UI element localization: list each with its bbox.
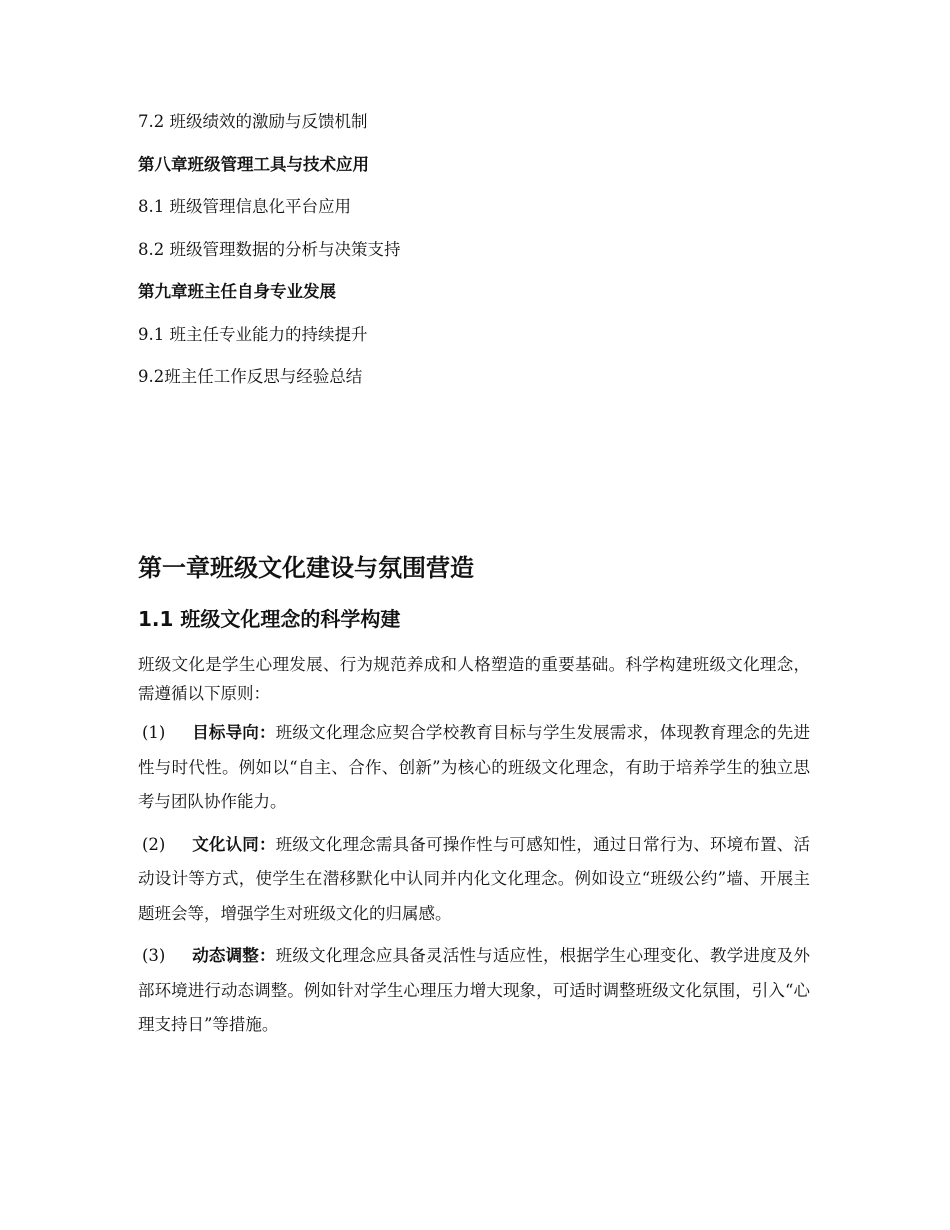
toc-entry-8-2: 8.2 班级管理数据的分析与决策支持: [138, 239, 401, 259]
item-term: 文化认同：: [192, 834, 276, 854]
chapter-title: 第一章班级文化建设与氛围营造: [138, 554, 474, 582]
item-term: 目标导向：: [192, 723, 276, 742]
toc-chapter-9: 第九章班主任自身专业发展: [138, 282, 336, 301]
principle-item: [138, 939, 810, 1043]
principle-item: [138, 716, 810, 820]
item-number: (3): [142, 946, 166, 965]
item-text: 班级文化理念应契合学校教育目标与学生发展需求，体现教育理念的先进性与时代性。例如以“自主、合作、创新”为核心的班级文化理念，有助于培养学生的独立思考与团队协作能力。: [138, 723, 811, 811]
toc-entry-8-1: 8.1 班级管理信息化平台应用: [138, 197, 351, 216]
item-number: (1): [142, 723, 166, 742]
toc-entry-9-1: 9.1 班主任专业能力的持续提升: [138, 324, 368, 344]
toc-entry-7-2: 7.2 班级绩效的激励与反馈机制: [138, 112, 368, 131]
section-title: 1.1 班级文化理念的科学构建: [138, 607, 401, 631]
item-text: 班级文化理念需具备可操作性与可感知性，通过日常行为、环境布置、活动设计等方式，使学生在潜移默化中认同并内化文化理念。例如设立“班级公约”墙、开展主题班会等，增强学生对班级文化的归属感。: [138, 834, 811, 923]
item-term: 动态调整：: [192, 946, 276, 965]
toc-entry-9-2: 9.2班主任工作反思与经验总结: [138, 367, 363, 386]
table-of-contents: [138, 109, 818, 407]
item-text: 班级文化理念应具备灵活性与适应性，根据学生心理变化、教学进度及外部环境进行动态调整。例如针对学生心理压力增大现象，可适时调整班级文化氛围，引入“心理支持日”等措施。: [138, 946, 811, 1034]
toc-chapter-8: 第八章班级管理工具与技术应用: [138, 154, 369, 174]
section-intro-paragraph: 班级文化是学生心理发展、行为规范养成和人格塑造的重要基础。科学构建班级文化理念，需遵循以下原则：: [138, 655, 810, 703]
item-number: (2): [142, 834, 166, 854]
chapter-one: [138, 548, 810, 1043]
principle-item: [138, 828, 810, 932]
